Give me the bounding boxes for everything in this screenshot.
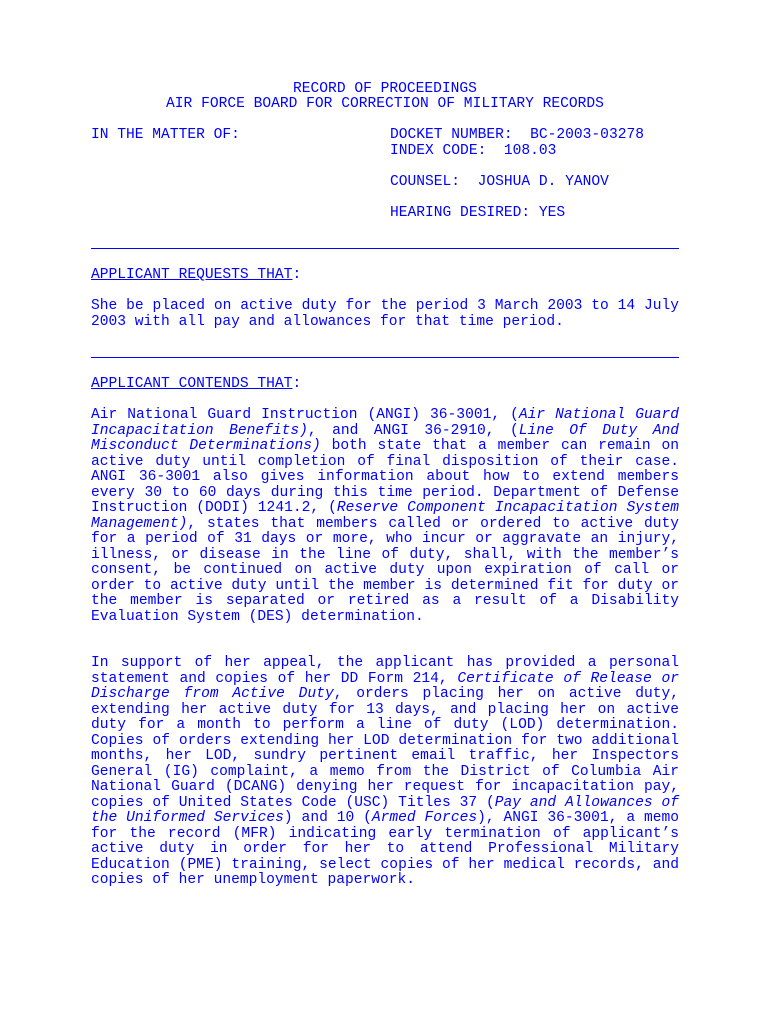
contends-heading bbox=[91, 377, 301, 393]
index-code: INDEX CODE: 108.03 bbox=[390, 143, 557, 159]
p1-text: Air National Guard Instruction (ANGI) 36-3001, ( bbox=[91, 407, 519, 423]
requests-heading bbox=[91, 268, 301, 284]
p2-title: Pay and Allowances of the Uniformed Services bbox=[91, 794, 679, 826]
p1-title: Reserve Component Incapacitation System Management) bbox=[91, 500, 679, 532]
docket-number: DOCKET NUMBER: BC-2003-03278 bbox=[390, 127, 644, 143]
p2-text: ) and 10 ( bbox=[283, 810, 372, 826]
p1-title: Air National Guard Incapacitation Benefits) bbox=[91, 407, 679, 439]
p2-text: ), ANGI 36-3001, a memo for the record (MFR) indicating early termination of applicant’s active duty in order for her to attend Professional Military Education (PME) training, select copies of her medical records, and copies of her unemployment paperwork. bbox=[91, 810, 680, 888]
hearing-desired: HEARING DESIRED: YES bbox=[390, 205, 566, 221]
matter-label: IN THE MATTER OF: bbox=[91, 127, 240, 143]
contends-paragraph-1 bbox=[91, 408, 679, 625]
p2-text: , orders placing her on active duty, extending her active duty for 13 days, and placing her on active duty for a month to perform a line of duty (LOD) determination. Copies of orders extending her LOD determination for two additional months, her LOD, sundry pertinent email traffic, her Inspectors General (IG) complaint, a memo from the District of Columbia Air National Guard (DCANG) denying her request for incapacitation pay, copies of United States Code (USC) Titles 37 ( bbox=[91, 686, 680, 811]
document-title: RECORD OF PROCEEDINGS bbox=[293, 81, 477, 97]
counsel: COUNSEL: JOSHUA D. YANOV bbox=[390, 174, 609, 190]
contends-paragraph-2 bbox=[91, 656, 679, 889]
p1-text: , and ANGI 36-2910, ( bbox=[307, 422, 519, 439]
p2-title: Certificate of Release or Discharge from Active Duty bbox=[91, 670, 679, 702]
requests-heading-text: APPLICANT REQUESTS THAT bbox=[91, 267, 293, 283]
p1-text: , states that members called or ordered to active duty for a period of 31 days or more, who incur or aggravate an injury, illness, or disease in the line of duty, shall, with the member’s consent, be continued on active duty upon expiration of call or order to active duty until the member is determined fit for duty or the member is separated or retired as a result of a Disability Evaluation System (DES) determination. bbox=[91, 515, 679, 625]
board-name: AIR FORCE BOARD FOR CORRECTION OF MILITARY RECORDS bbox=[166, 96, 604, 112]
contends-heading-colon: : bbox=[292, 376, 302, 392]
section-divider bbox=[91, 357, 679, 358]
p2-text: In support of her appeal, the applicant has provided a personal statement and copies of her DD Form 214, bbox=[91, 655, 679, 687]
requests-heading-colon: : bbox=[292, 267, 302, 283]
p2-title: Armed Forces bbox=[371, 810, 478, 826]
contends-heading-text: APPLICANT CONTENDS THAT bbox=[91, 376, 293, 392]
requests-body: She be placed on active duty for the period 3 March 2003 to 14 July 2003 with all pay and allowances for that time period. bbox=[91, 298, 679, 330]
section-divider bbox=[91, 248, 679, 249]
p1-title: Line Of Duty And Misconduct Determinations) bbox=[91, 422, 679, 454]
p1-text: both state that a member can remain on active duty until completion of final disposition of their case. ANGI 36-3001 also gives information about how to extend members every 30 to 60 days during this time period. Department of Defense Instruction (DODI) 1241.2, ( bbox=[91, 438, 679, 516]
